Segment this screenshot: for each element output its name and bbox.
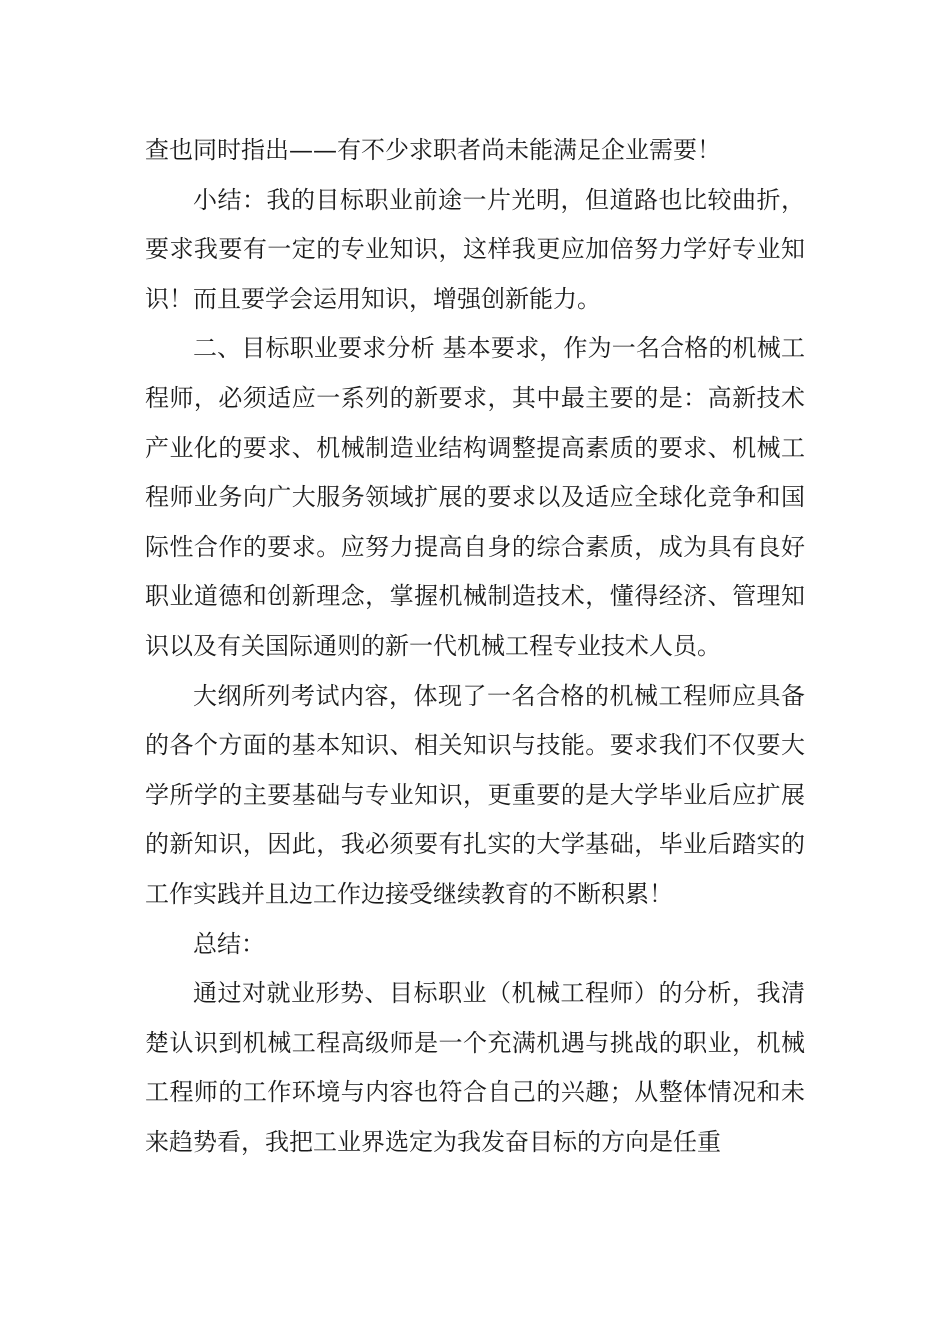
paragraph-conclusion: 通过对就业形势、目标职业（机械工程师）的分析，我清楚认识到机械工程高级师是一个充满机遇与挑战的职业，机械工程师的工作环境与内容也符合自己的兴趣；从整体情况和未来趋势看，我把工业界选定为我发奋目标的方向是任重 [145, 979, 805, 1156]
section-heading-conclusion: 总结： [193, 929, 265, 958]
paragraph-requirements-analysis: 二、目标职业要求分析 基本要求，作为一名合格的机械工程师，必须适应一系列的新要求，其中最主要的是：高新技术产业化的要求、机械制造业结构调整提高素质的要求、机械工程师业务向广大服务领域扩展的要求以及适应全球化竞争和国际性合作的要求。应努力提高自身的综合素质，成为具有良好职业道德和创新理念，掌握机械制造技术，懂得经济、管理知识以及有关国际通则的新一代机械工程专业技术人员。 [145, 334, 805, 660]
paragraph-exam-outline: 大纲所列考试内容，体现了一名合格的机械工程师应具备的各个方面的基本知识、相关知识与技能。要求我们不仅要大学所学的主要基础与专业知识，更重要的是大学毕业后应扩展的新知识，因此，我必须要有扎实的大学基础，毕业后踏实的工作实践并且边工作边接受继续教育的不断积累！ [145, 681, 805, 908]
paragraph-summary: 小结：我的目标职业前途一片光明，但道路也比较曲折，要求我要有一定的专业知识，这样我更应加倍努力学好专业知识！而且要学会运用知识，增强创新能力。 [145, 185, 805, 313]
paragraph-continuation: 查也同时指出——有不少求职者尚未能满足企业需要！ [145, 136, 721, 164]
document-body [145, 126, 805, 1167]
